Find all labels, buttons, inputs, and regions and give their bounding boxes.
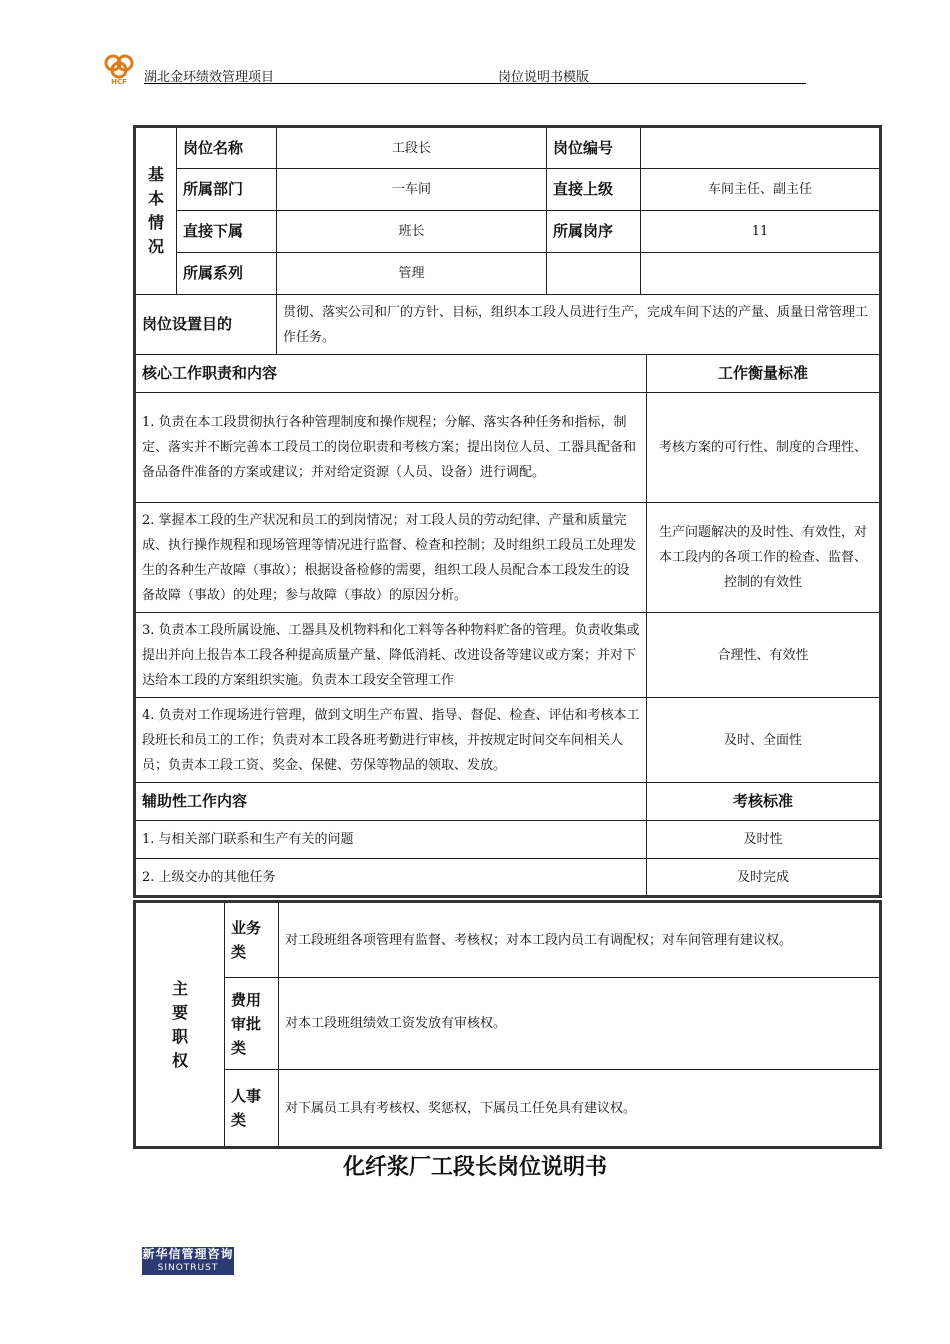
basic-row [135,211,881,253]
aux-duty: 1. 与相关部门联系和生产有关的问题 [135,821,647,859]
document-title: 化纤浆厂工段长岗位说明书 [342,1155,607,1180]
authority-section-label: 主要职权 [135,902,225,1148]
aux-header-right: 考核标准 [647,783,881,821]
purpose-label: 岗位设置目的 [135,295,277,355]
field-value: 管理 [277,253,547,295]
core-item-row [135,613,881,698]
field-label: 所属系列 [177,253,277,295]
authority-row [135,978,881,1070]
authority-text: 对工段班组各项管理有监督、考核权；对本工段内员工有调配权；对车间管理有建议权。 [279,902,881,978]
field-label [547,253,641,295]
project-name: 湖北金环绩效管理项目 [144,70,275,85]
core-header-right: 工作衡量标准 [647,355,881,393]
authority-text: 对下属员工具有考核权、奖惩权，下属员工任免具有建议权。 [279,1070,881,1148]
logo-cn: 新华信管理咨询 [142,1247,234,1261]
field-label: 直接下属 [177,211,277,253]
logo-text: HCF [111,78,127,86]
authority-category: 人事类 [225,1070,279,1148]
core-duty: 4. 负责对工作现场进行管理，做到文明生产布置、指导、督促、检查、评估和考核本工段班长和员工的工作；负责对本工段各班考勤进行审核，并按规定时间交车间相关人员；负责本工段工资、奖金、保健、劳保等物品的领取、发放。 [135,698,647,783]
basic-section-label: 基本情况 [135,127,177,295]
authority-row [135,902,881,978]
core-item-row [135,698,881,783]
logo-en: SINOTRUST [157,1263,219,1273]
field-label: 直接上级 [547,169,641,211]
authority-table [133,900,882,1149]
field-value: 车间主任、副主任 [641,169,881,211]
authority-category: 业务类 [225,902,279,978]
field-label: 岗位名称 [177,127,277,169]
basic-row [135,127,881,169]
sinotrust-logo [142,1247,234,1275]
core-standard: 考核方案的可行性、制度的合理性、 [647,393,881,503]
authority-text: 对本工段班组绩效工资发放有审核权。 [279,978,881,1070]
core-item-row [135,503,881,613]
basic-row [135,253,881,295]
aux-item-row [135,859,881,897]
purpose-row [135,295,881,355]
field-label: 所属部门 [177,169,277,211]
page-header [100,52,806,84]
aux-duty: 2. 上级交办的其他任务 [135,859,647,897]
field-value: 11 [641,211,881,253]
doc-type: 岗位说明书模版 [498,70,590,85]
core-duty: 3. 负责本工段所属设施、工器具及机物料和化工料等各种物料贮备的管理。负责收集或提出并向上报告本工段各种提高质量产量、降低消耗、改进设备等建议或方案；并对下达给本工段的方案组织实施。负责本工段安全管理工作 [135,613,647,698]
field-label: 岗位编号 [547,127,641,169]
hcf-logo-icon [100,52,140,86]
field-value: 工段长 [277,127,547,169]
aux-standard: 及时完成 [647,859,881,897]
field-value: 班长 [277,211,547,253]
core-duty: 2. 掌握本工段的生产状况和员工的到岗情况；对工段人员的劳动纪律、产量和质量完成、执行操作规程和现场管理等情况进行监督、检查和控制；及时组织工段员工处理发生的各种生产故障（事故）；根据设备检修的需要，组织工段人员配合本工段发生的设备故障（事故）的处理；参与故障（事故）的原因分析。 [135,503,647,613]
core-standard: 合理性、有效性 [647,613,881,698]
authority-row [135,1070,881,1148]
purpose-text: 贯彻、落实公司和厂的方针、目标，组织本工段人员进行生产，完成车间下达的产量、质量日常管理工作任务。 [277,295,881,355]
core-header-row [135,355,881,393]
field-label: 所属岗序 [547,211,641,253]
header-rule [144,83,806,84]
field-value: 一车间 [277,169,547,211]
field-value [641,127,881,169]
core-header-left: 核心工作职责和内容 [135,355,647,393]
core-item-row [135,393,881,503]
aux-header-left: 辅助性工作内容 [135,783,647,821]
core-duty: 1. 负责在本工段贯彻执行各种管理制度和操作规程；分解、落实各种任务和指标，制定、落实并不断完善本工段员工的岗位职责和考核方案；提出岗位人员、工器具配备和备品备件准备的方案或建议；并对给定资源（人员、设备）进行调配。 [135,393,647,503]
basic-row [135,169,881,211]
authority-category: 费用审批类 [225,978,279,1070]
aux-standard: 及时性 [647,821,881,859]
aux-item-row [135,821,881,859]
aux-header-row [135,783,881,821]
core-standard: 生产问题解决的及时性、有效性，对本工段内的各项工作的检查、监督、 控制的有效性 [647,503,881,613]
core-standard: 及时、全面性 [647,698,881,783]
job-description-table [133,125,882,898]
field-value [641,253,881,295]
